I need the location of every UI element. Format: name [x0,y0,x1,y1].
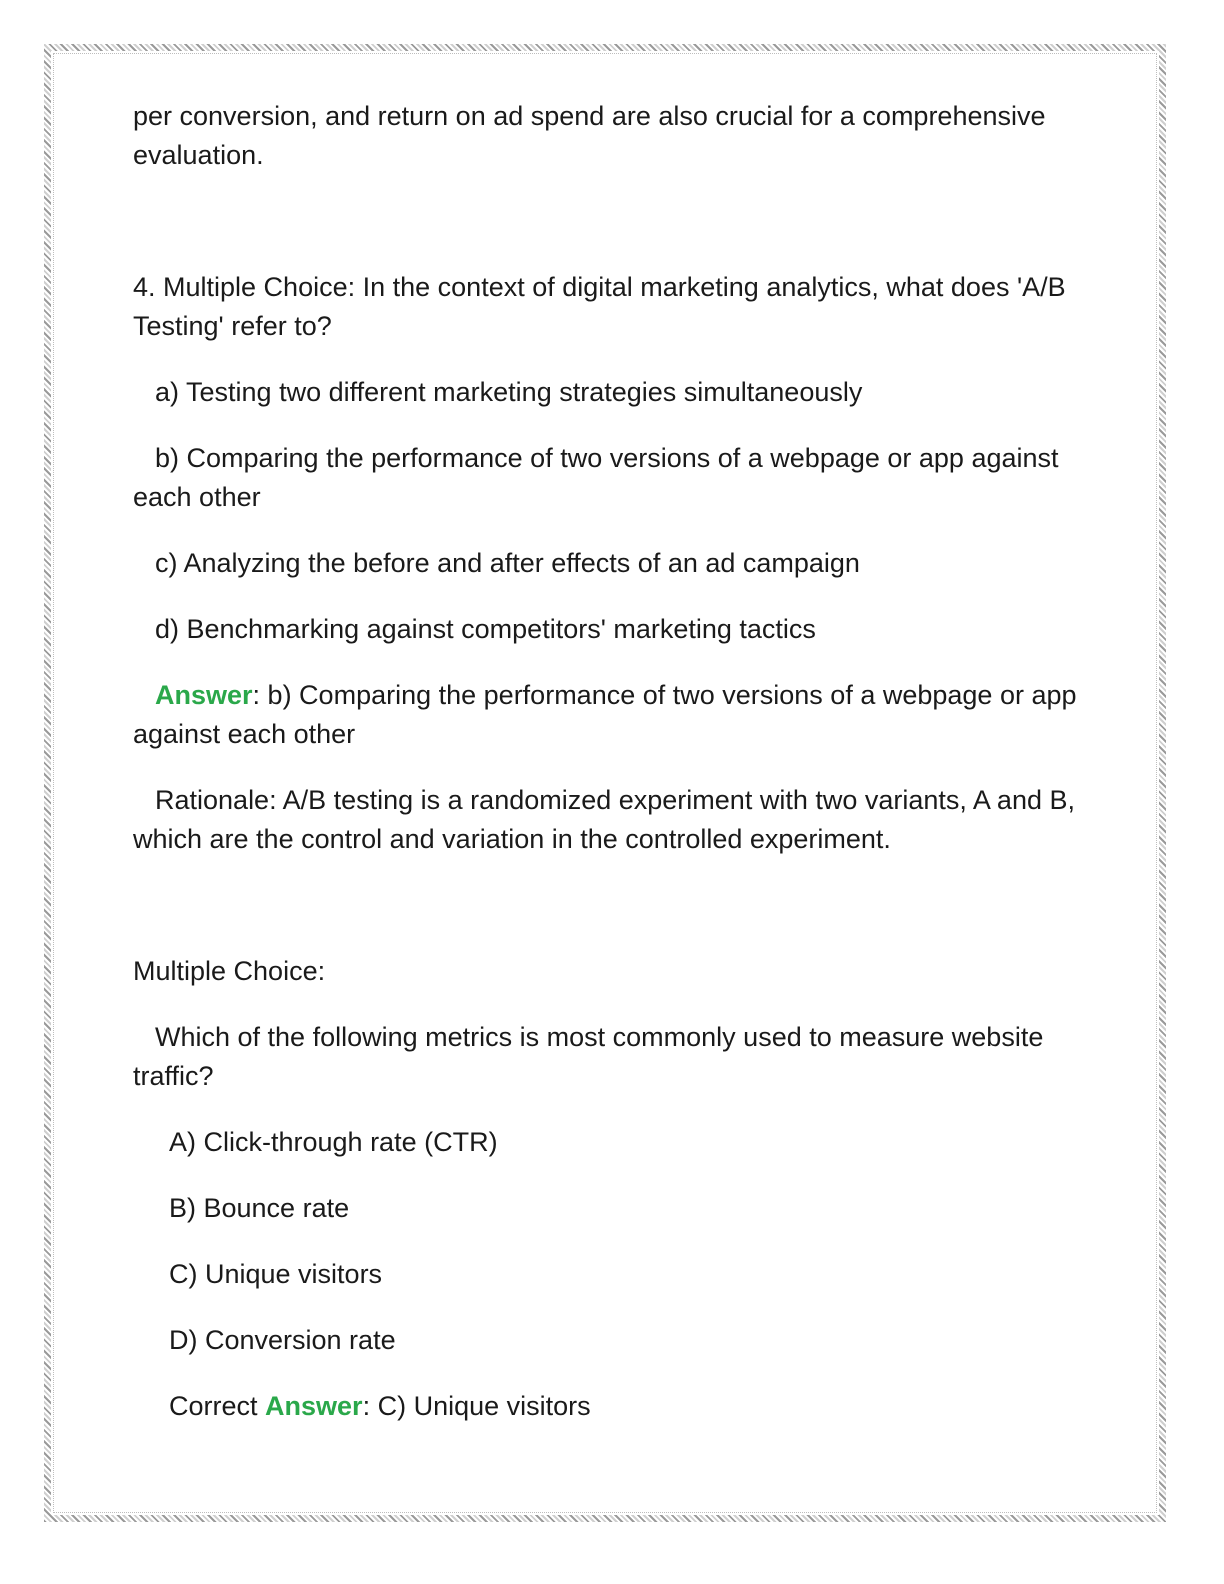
question-4 [133,268,1093,859]
question-5-answer [133,1387,1093,1426]
document-body [133,97,1093,1426]
question-4-option-b: b) Comparing the performance of two versions of a webpage or app against each other [133,443,1059,512]
question-4-option-d: d) Benchmarking against competitors' marketing tactics [155,614,816,644]
question-5-option-b: B) Bounce rate [169,1193,350,1223]
question-5-option-c: C) Unique visitors [169,1259,383,1289]
question-5 [133,952,1093,1426]
question-4-rationale: Rationale: A/B testing is a randomized experiment with two variants, A and B, which are the control and variation in the controlled experiment. [133,785,1075,854]
question-5-option-a: A) Click-through rate (CTR) [169,1127,498,1157]
question-4-answer [133,676,1093,754]
question-4-option-a: a) Testing two different marketing strategies simultaneously [155,377,863,407]
question-4-option-c: c) Analyzing the before and after effects of an ad campaign [155,548,860,578]
question-4-prompt: 4. Multiple Choice: In the context of digital marketing analytics, what does 'A/B Testing' refer to? [133,272,1066,341]
answer-label: Answer [155,680,253,710]
answer-text: : C) Unique visitors [362,1391,591,1421]
answer-label: Answer [265,1391,363,1421]
question-5-prompt: Which of the following metrics is most commonly used to measure website traffic? [133,1022,1044,1091]
answer-prefix: Correct [169,1391,266,1421]
answer-text: : b) Comparing the performance of two versions of a webpage or app against each other [133,680,1077,749]
question-5-heading: Multiple Choice: [133,956,326,986]
continuation-paragraph: per conversion, and return on ad spend are also crucial for a comprehensive evaluation. [133,101,1046,170]
question-5-option-d: D) Conversion rate [169,1325,396,1355]
